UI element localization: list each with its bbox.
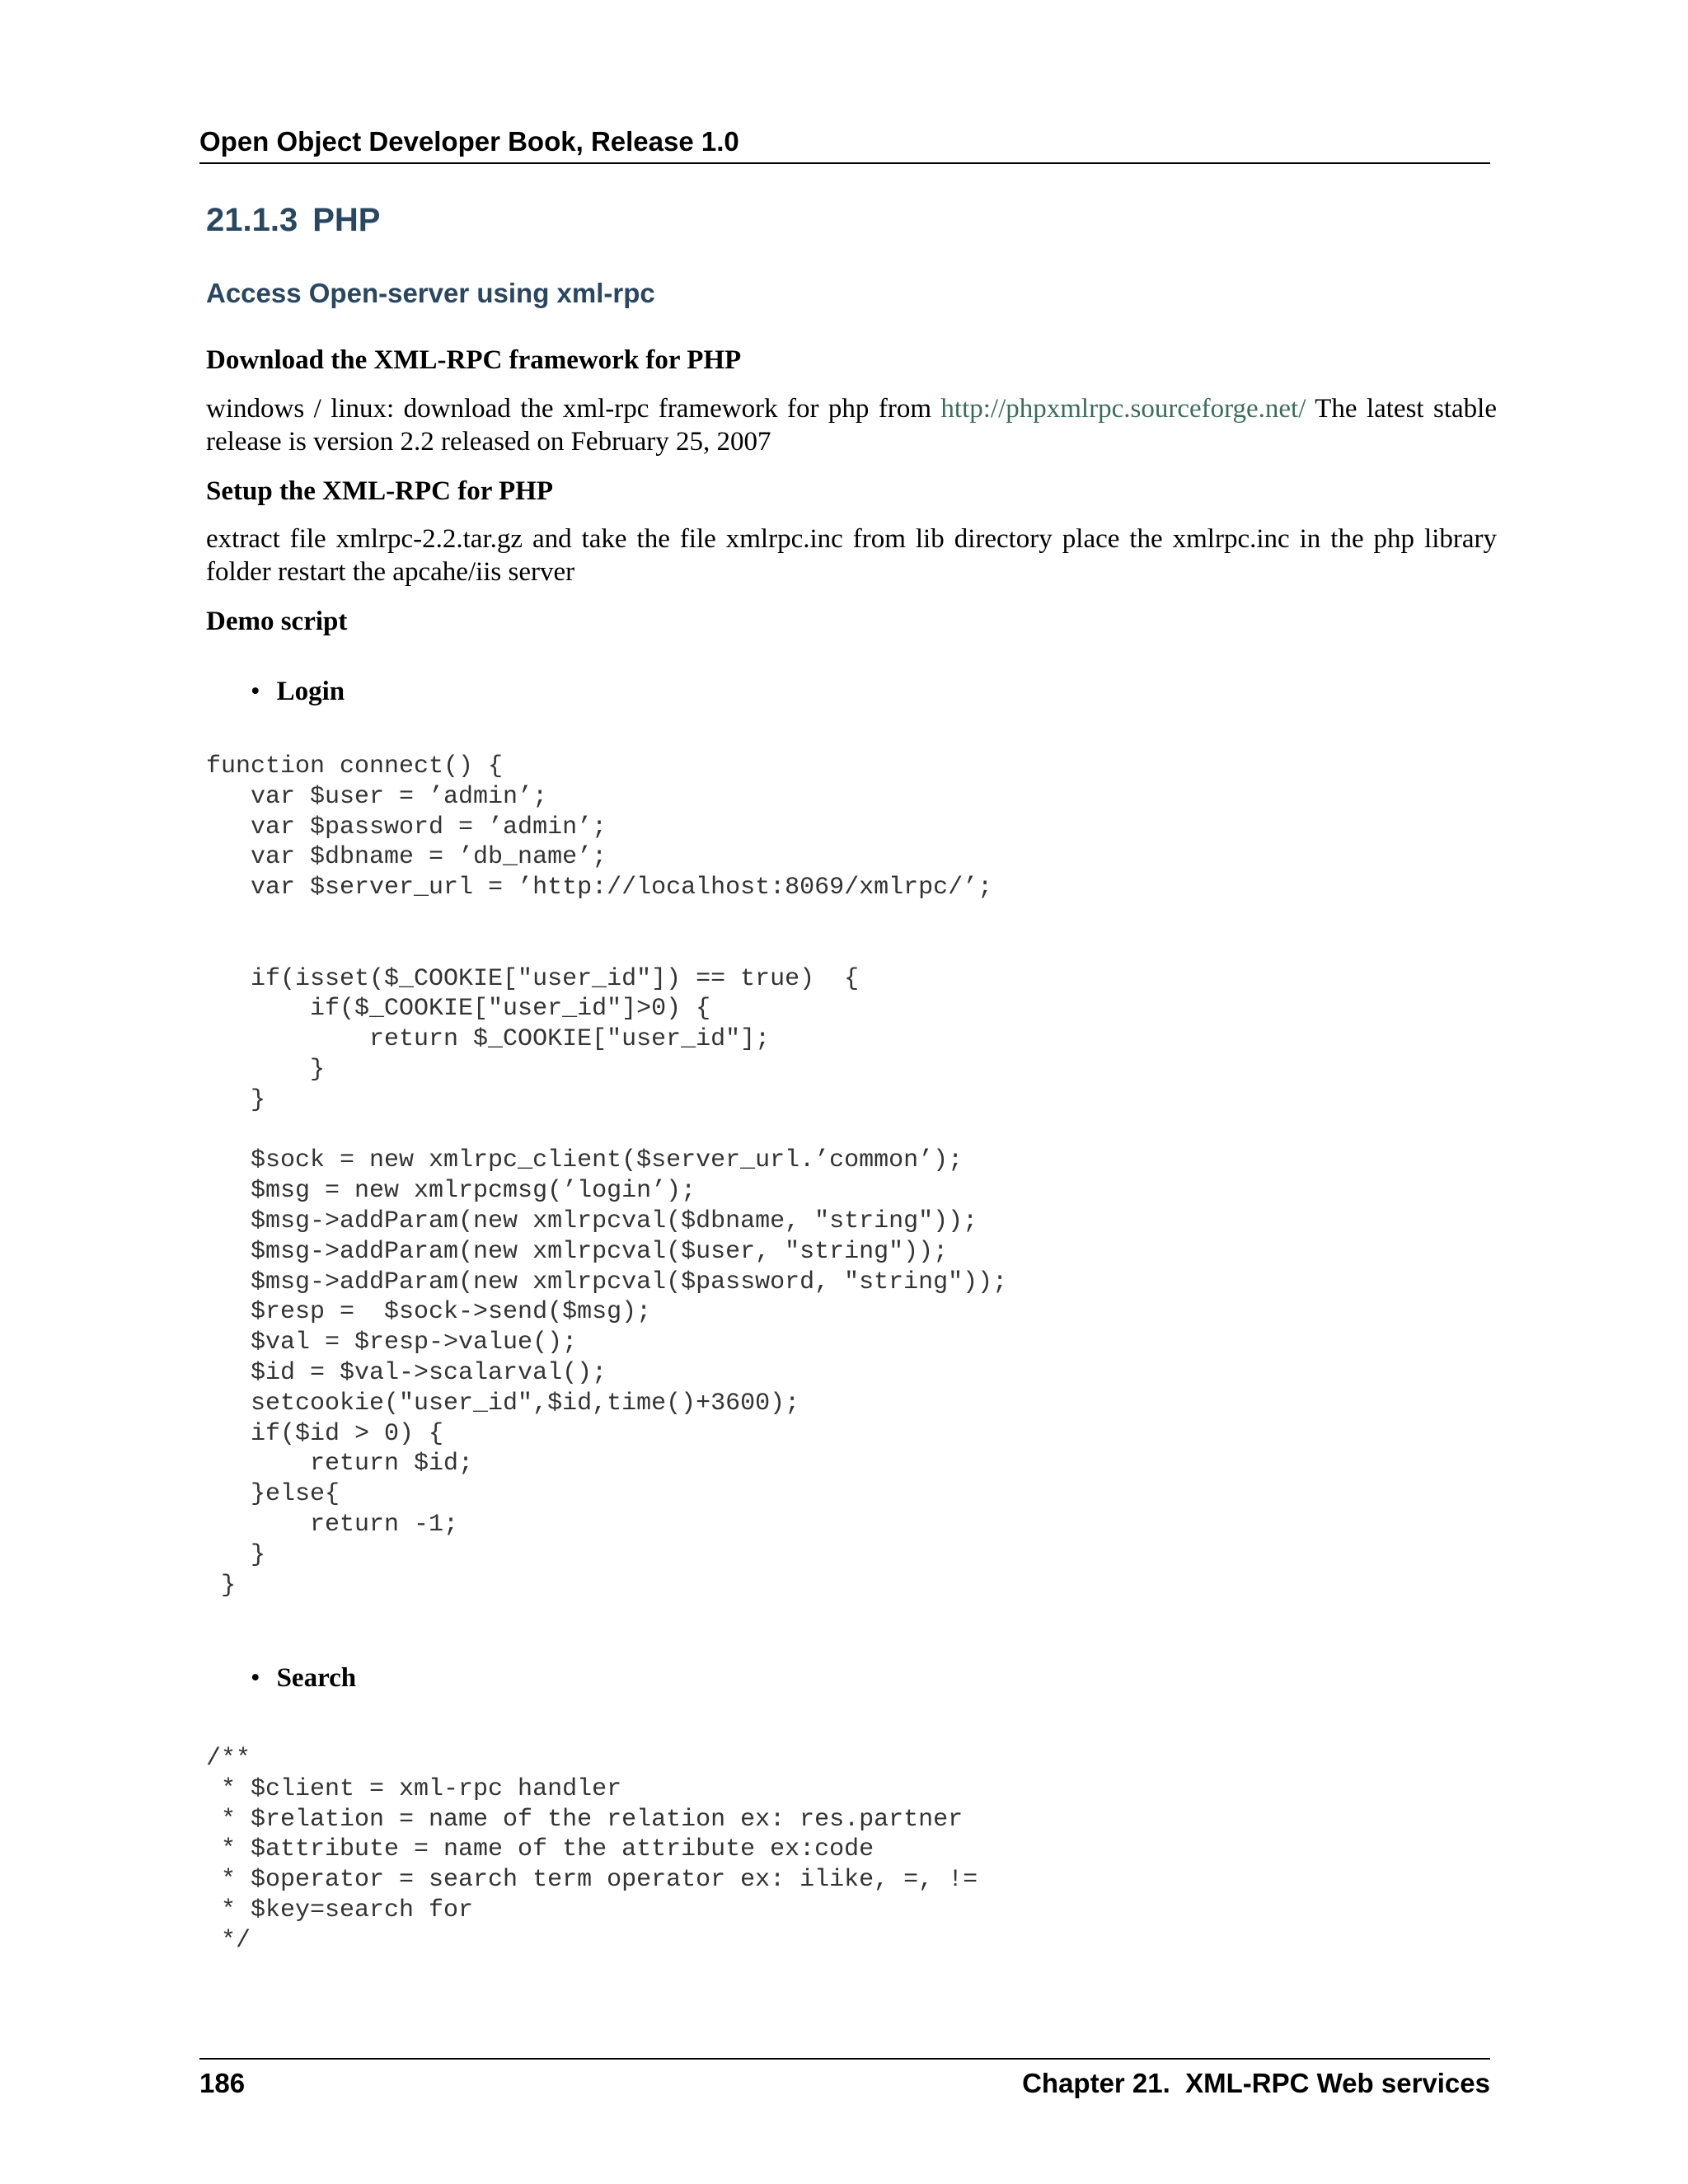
setup-paragraph: extract file xmlrpc-2.2.tar.gz and take the file xmlrpc.inc from lib directory place the xmlrpc.inc in the php library folder restart the apcahe/iis server — [206, 524, 1497, 587]
footer-divider — [199, 2058, 1490, 2060]
section-number: 21.1.3 — [206, 202, 298, 238]
setup-heading: Setup the XML-RPC for PHP — [206, 476, 554, 506]
search-code-block: /** * $client = xml-rpc handler * $relation = name of the relation ex: res.partner * $attribute = name of the attribute ex:code * $operator = search term operator ex: ilike, =, != * $key=search for */ — [206, 1745, 978, 1955]
download-paragraph — [206, 392, 1497, 458]
subsection-heading: Access Open-server using xml-rpc — [206, 278, 655, 308]
header-divider — [199, 162, 1490, 164]
demo-heading: Demo script — [206, 607, 348, 636]
download-text-before-link: windows / linux: download the xml-rpc framework for php from — [206, 394, 941, 424]
login-bullet-label: Login — [276, 677, 345, 706]
running-header-title: Open Object Developer Book, Release 1.0 — [199, 126, 739, 157]
search-bullet — [251, 1661, 356, 1694]
sourceforge-link[interactable]: http://phpxmlrpc.sourceforge.net/ — [940, 394, 1306, 424]
bullet-dot-icon: • — [251, 1663, 260, 1693]
search-bullet-label: Search — [276, 1663, 357, 1693]
section-heading — [206, 199, 380, 241]
login-code-block: function connect() { var $user = ’admin’; var $password = ’admin’; var $dbname = ’db_name’; var $server_url = ’http://localhost:8069/xmlrpc/’; if(isset($_COOKIE["user_id"]) == true) { if($_COOKIE["user_id"]>0) { return $_COOKIE["user_id"]; } } $sock = new xmlrpc_client($server_url.’common’); $msg = new xmlrpcmsg(’login’); $msg->addParam(new xmlrpcval($dbname, "string")); $msg->addParam(new xmlrpcval($user, "string")); $msg->addParam(new xmlrpcval($password, "string")); $resp = $sock->send($msg); $val = $resp->value(); $id = $val->scalarval(); setcookie("user_id",$id,time()+3600); if($id > 0) { return $id; }else{ return -1; } } — [206, 752, 1008, 1600]
download-heading: Download the XML-RPC framework for PHP — [206, 345, 742, 375]
login-bullet — [251, 675, 345, 708]
section-title-text: PHP — [312, 202, 381, 238]
chapter-title: Chapter 21. XML-RPC Web services — [1022, 2068, 1490, 2098]
bullet-dot-icon: • — [251, 677, 260, 706]
download-text-after-link: The latest stable release is version 2.2 released on February 25, 2007 — [206, 394, 1497, 457]
page-number: 186 — [199, 2068, 246, 2098]
